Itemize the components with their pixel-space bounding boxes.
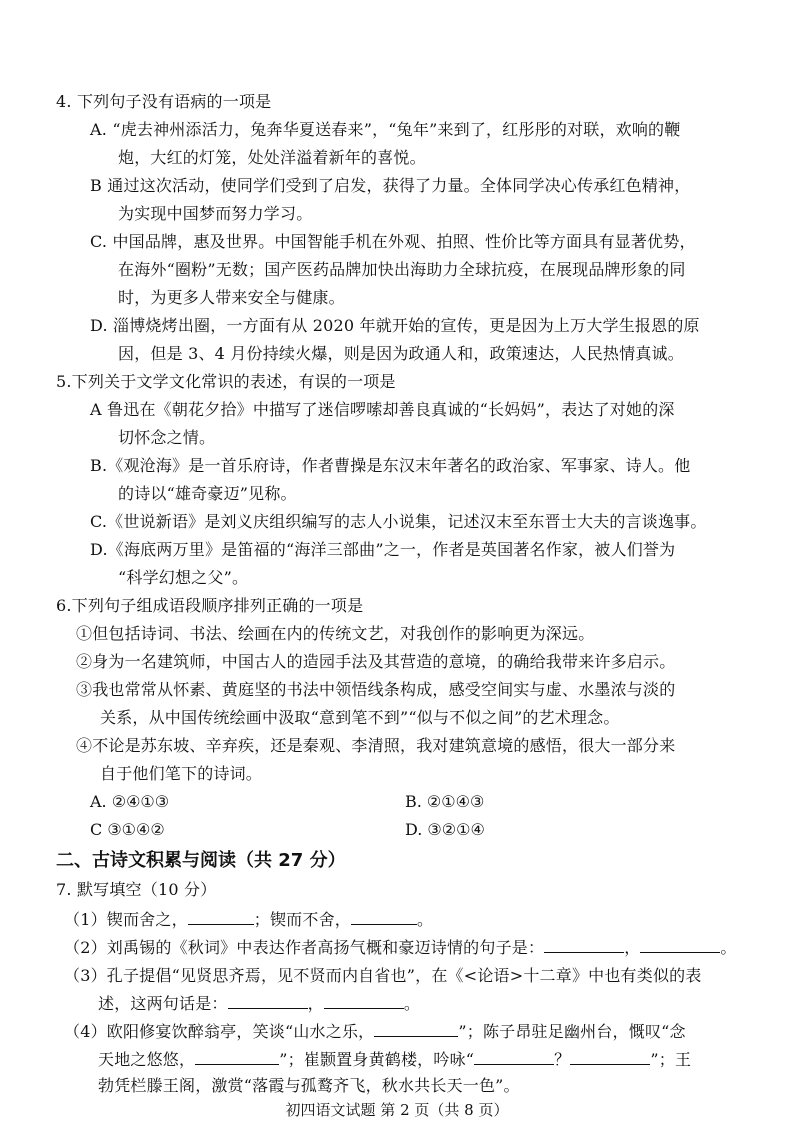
q7-p4-text-b: ”；陈子昂驻足幽州台，慨叹“念 xyxy=(458,1022,686,1041)
q4-option-c-line1: C. 中国品牌，惠及世界。中国智能手机在外观、拍照、性价比等方面具有显著优势， xyxy=(90,232,696,251)
q7-p2-blank-2[interactable] xyxy=(640,938,720,953)
q7-p3-text-c: ， xyxy=(307,994,324,1013)
q4-option-d-line1: D. 淄博烧烤出圈，一方面有从 2020 年就开始的宣传，更是因为上万大学生报恩的原 xyxy=(90,316,700,335)
page-footer: 初四语文试题 第 2 页（共 8 页） xyxy=(285,1101,509,1119)
q7-p2-blank-1[interactable] xyxy=(544,938,624,953)
q6-sentence-4-line1: ④不论是苏东坡、辛弃疾，还是秦观、李清照，我对建筑意境的感悟，很大一部分来 xyxy=(76,736,676,755)
q5-option-b-line2: 的诗以“雄奇豪迈”见称。 xyxy=(118,484,297,503)
q5-option-a-line2: 切怀念之情。 xyxy=(118,428,216,447)
q5-option-a-line1: A 鲁迅在《朝花夕拾》中描写了迷信啰嗦却善良真诚的“长妈妈”，表达了对她的深 xyxy=(90,400,675,419)
q7-p1-text-b: ；锲而不舍， xyxy=(253,910,351,929)
q6-sentence-4-line2: 自于他们笔下的诗词。 xyxy=(100,764,263,783)
q7-p2-text-c: 。 xyxy=(720,938,737,957)
q7-stem: 7. 默写填空（10 分） xyxy=(56,880,217,899)
q7-part-2 xyxy=(64,938,737,958)
q7-p3-blank-1[interactable] xyxy=(228,994,308,1009)
q7-p4-text-a: （4）欧阳修宴饮醉翁亭，笑谈“山水之乐， xyxy=(64,1022,375,1041)
q7-part-4-line1 xyxy=(64,1022,686,1042)
q7-p4-text-d: ”；崔颢置身黄鹤楼，吟咏“ xyxy=(279,1050,475,1069)
q7-p2-text-a: （2）刘禹锡的《秋词》中表达作者高扬气概和豪迈诗情的句子是： xyxy=(64,938,545,957)
q7-part-4-line2 xyxy=(98,1050,691,1070)
q4-stem: 4. 下列句子没有语病的一项是 xyxy=(56,92,272,111)
q7-p1-blank-1[interactable] xyxy=(188,910,254,925)
q6-sentence-1: ①但包括诗词、书法、绘画在内的传统文艺，对我创作的影响更为深远。 xyxy=(76,624,595,643)
q5-option-c-line1: C.《世说新语》是刘义庆组织编写的志人小说集，记述汉末至东晋士大夫的言谈逸事。 xyxy=(90,512,707,531)
q7-p4-text-c: 天地之悠悠， xyxy=(98,1050,196,1069)
q6-stem: 6.下列句子组成语段顺序排列正确的一项是 xyxy=(56,596,364,615)
q4-option-d-line2: 因，但是 3、4 月份持续火爆，则是因为政通人和，政策速达，人民热情真诚。 xyxy=(118,344,684,363)
q7-p3-text-d: 。 xyxy=(403,994,421,1013)
q7-p4-blank-4[interactable] xyxy=(570,1050,650,1065)
section-2-heading: 二、古诗文积累与阅读（共 27 分） xyxy=(56,850,346,871)
q4-option-b-line2: 为实现中国梦而努力学习。 xyxy=(118,204,313,223)
q7-part-3-line2 xyxy=(98,994,420,1014)
q7-p1-text-a: （1）锲而舍之， xyxy=(64,910,188,929)
q4-option-c-line2: 在海外“圈粉”无数；国产医药品牌加快出海助力全球抗疫，在展现品牌形象的同 xyxy=(118,260,686,279)
q6-option-d: D. ③②①④ xyxy=(405,820,485,839)
q7-p4-blank-2[interactable] xyxy=(195,1050,279,1065)
q4-option-c-line3: 时，为更多人带来安全与健康。 xyxy=(118,288,345,307)
q7-p3-text-b: 述，这两句话是： xyxy=(98,994,228,1013)
q6-option-a: A. ②④①③ xyxy=(90,792,170,811)
q7-p3-blank-2[interactable] xyxy=(324,994,404,1009)
q7-part-1 xyxy=(64,910,433,930)
q7-p4-blank-3[interactable] xyxy=(474,1050,554,1065)
q4-option-a-line2: 炮，大红的灯笼，处处洋溢着新年的喜悦。 xyxy=(118,148,426,167)
q4-option-b-line1: B 通过这次活动，使同学们受到了启发，获得了力量。全体同学决心传承红色精神， xyxy=(90,176,691,195)
q6-option-c: C ③①④② xyxy=(90,820,165,839)
q6-sentence-2: ②身为一名建筑师，中国古人的造园手法及其营造的意境，的确给我带来许多启示。 xyxy=(76,652,676,671)
q7-part-3-line1: （3）孔子提倡“见贤思齐焉，见不贤而内自省也”，在《<论语>十二章》中也有类似的表 xyxy=(64,966,702,985)
q4-option-a-line1: A. “虎去神州添活力，兔奔华夏送春来”，“兔年”来到了，红彤彤的对联，欢响的鞭 xyxy=(90,120,681,139)
q7-p2-text-b: ， xyxy=(624,938,641,957)
q5-option-d-line2: “科学幻想之父”。 xyxy=(118,568,249,587)
q5-option-b-line1: B.《观沧海》是一首乐府诗，作者曹操是东汉末年著名的政治家、军事家、诗人。他 xyxy=(90,456,691,475)
q7-p4-text-f: ”；王 xyxy=(650,1050,692,1069)
q5-option-d-line1: D.《海底两万里》是笛福的“海洋三部曲”之一，作者是英国著名作家，被人们誉为 xyxy=(90,540,676,559)
q6-sentence-3-line2: 关系，从中国传统绘画中汲取“意到笔不到”“似与不似之间”的艺术理念。 xyxy=(100,708,620,727)
q7-p4-blank-1[interactable] xyxy=(374,1022,458,1037)
q6-sentence-3-line1: ③我也常常从怀素、黄庭坚的书法中领悟线条构成，感受空间实与虚、水墨浓与淡的 xyxy=(76,680,676,699)
q5-stem: 5.下列关于文学文化常识的表述，有误的一项是 xyxy=(56,372,396,391)
q7-p1-text-c: 。 xyxy=(416,910,434,929)
q7-part-4-line3: 勃凭栏滕王阁，激赏“落霞与孤鹜齐飞，秋水共长天一色”。 xyxy=(98,1076,520,1095)
q7-p1-blank-2[interactable] xyxy=(351,910,417,925)
q7-p4-text-e: ？ xyxy=(554,1050,571,1069)
q6-option-b: B. ②①④③ xyxy=(405,792,485,811)
